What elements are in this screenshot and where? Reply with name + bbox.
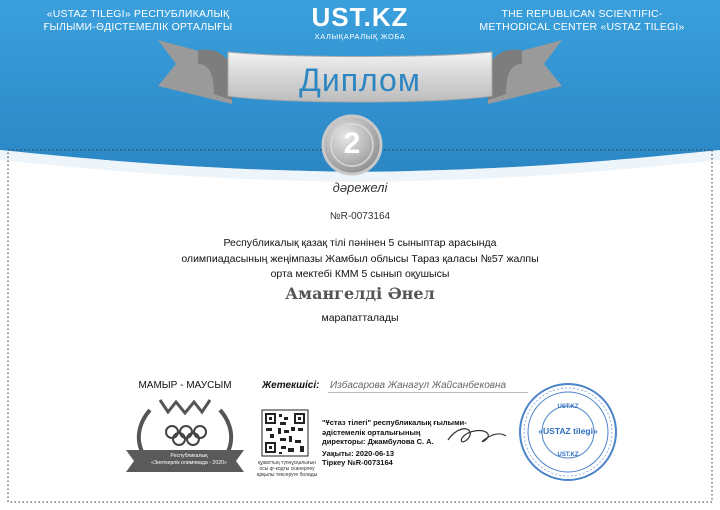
diploma-number: №R-0073164 <box>329 211 391 222</box>
olympiad-ribbon-line2: «Зияткерлік олимпиада - 2020» <box>151 459 227 466</box>
stamp-top-text: UST.KZ <box>557 404 579 410</box>
qr-caption-line2: осы qr-кодты сканерлеу <box>259 466 315 472</box>
description-line-3: орта мектебі КММ 5 сынып оқушысы <box>270 268 450 280</box>
qr-caption-line3: арқылы тексеруге болады <box>256 472 318 478</box>
description-line-2: олимпиадасының жеңімпазы Жамбыл облысы Тараз қаласы №57 жалпы <box>181 252 539 265</box>
org-signature-block <box>322 418 502 468</box>
awarded-text: марапатталады <box>321 312 399 324</box>
header-left-line2: ҒЫЛЫМИ-ӘДІСТЕМЕЛІК ОРТАЛЫҒЫ <box>43 21 233 33</box>
award-description <box>130 236 590 283</box>
degree-label: дәрежелі <box>332 180 388 195</box>
description-line-1: Республикалық қазақ тілі пәнінен 5 сыныптар арасында <box>223 237 497 249</box>
qr-caption <box>254 460 320 478</box>
qr-code <box>262 410 308 456</box>
registry-number: Тіркеу №R-0073164 <box>322 458 393 467</box>
olympiad-ribbon-line1: Республикалық <box>170 453 208 459</box>
stamp-bottom-text: UST.KZ <box>557 452 579 458</box>
org-line1: "Ұстаз тілегі" республикалық ғылыми- <box>322 418 467 427</box>
header-left-line1: «USTAZ TILEGI» РЕСПУБЛИКАЛЫҚ <box>46 8 230 20</box>
org-director: директоры: Джамбулова С. А. <box>322 437 434 446</box>
mentor-underline <box>328 392 528 393</box>
header-left-org <box>18 8 258 34</box>
mentor-label: Жетекшісі: <box>262 380 320 391</box>
logo-text: UST.KZ <box>311 2 409 32</box>
qr-caption-line1: құжаттың түпнұсқалығын <box>258 460 316 466</box>
header-right-line1: THE REPUBLICAN SCIENTIFIC- <box>501 8 663 20</box>
mentor-name: Избасарова Жанагул Жайсанбековна <box>330 380 507 391</box>
issue-date: Уақыты: 2020-06-13 <box>322 448 395 458</box>
ustkz-logo[interactable] <box>300 2 420 42</box>
period-label: МАМЫР - МАУСЫМ <box>138 380 232 391</box>
org-line2: әдістемелік орталығының <box>322 427 421 437</box>
olympiad-ribbon-text <box>126 453 252 466</box>
header-right-org <box>462 8 702 34</box>
medal-place-number: 2 <box>343 127 361 160</box>
header-right-line2: METHODICAL CENTER «USTAZ TILEGI» <box>479 21 685 33</box>
stamp-center-text: «USTAZ tilegi» <box>538 426 598 436</box>
recipient-name: Амангелді Әнел <box>285 284 435 303</box>
diploma-title: Диплом <box>299 62 421 98</box>
logo-subtitle: ХАЛЫҚАРАЛЫҚ ЖОБА <box>314 32 406 41</box>
